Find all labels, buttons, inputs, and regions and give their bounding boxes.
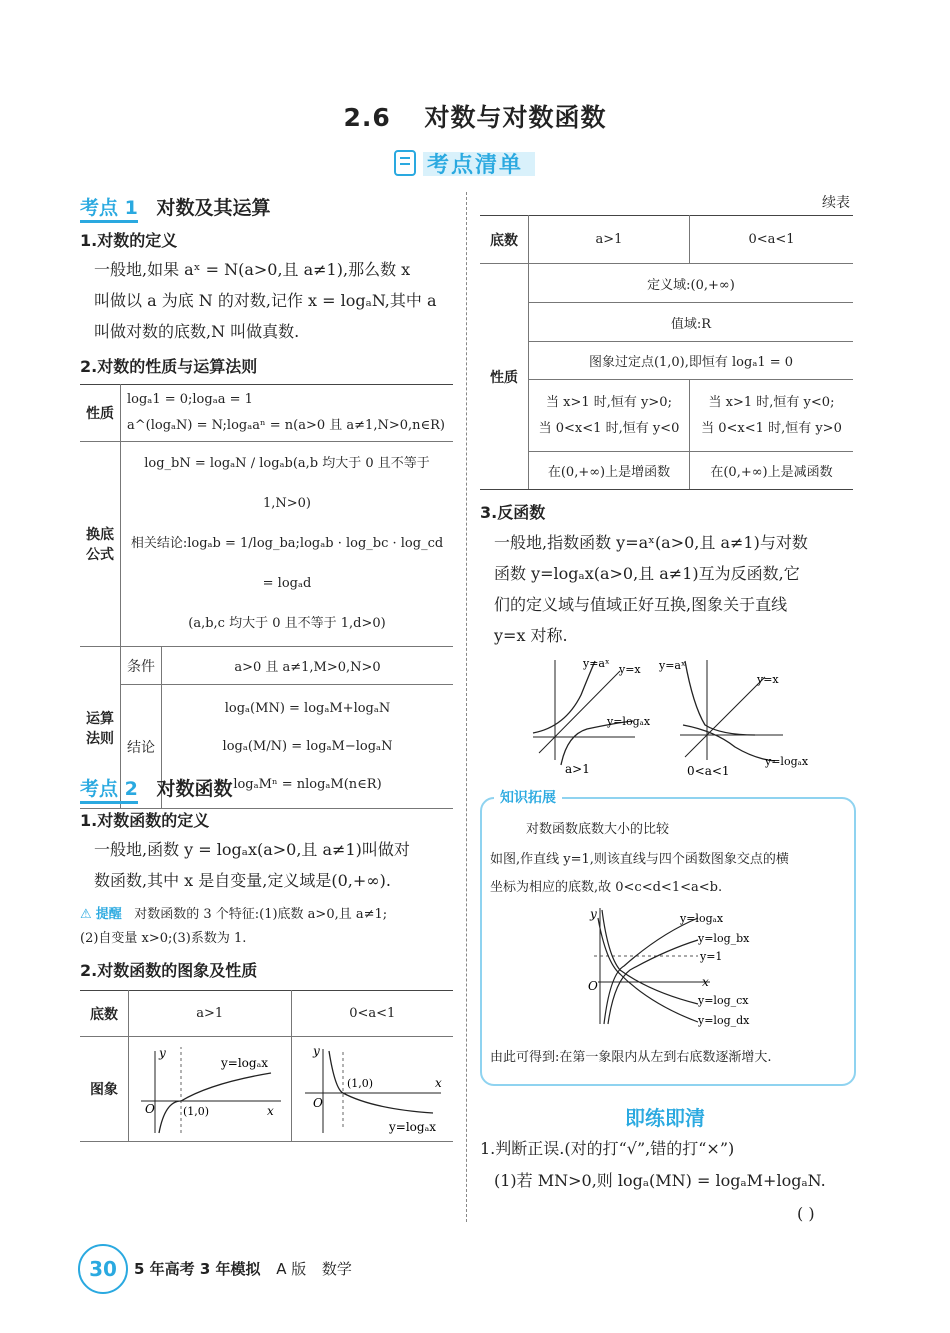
graph-label-log: y=logₐx (765, 755, 809, 768)
reminder-tag: 提醒 (95, 907, 122, 922)
curve-label: y=logₐx (220, 1056, 268, 1070)
rule-product: logₐ(MN) = logₐM+logₐN (224, 700, 391, 716)
curve-label-a: y=logₐx (680, 912, 724, 925)
book-subject: 数学 (321, 1260, 352, 1278)
inverse-line: 函数 y=logₐx(a>0,且 a≠1)互为反函数,它 (494, 564, 800, 583)
kaodian-2-tag: 考点 2 (80, 778, 138, 804)
domain-cell: 定义域:(0,+∞) (529, 264, 854, 303)
col-a-gt-1: a>1 (129, 991, 292, 1037)
graph-label-line: y=x (619, 663, 641, 676)
reminder-line: (2)自变量 x>0;(3)系数为 1. (80, 931, 247, 946)
continued-label: 续表 (822, 195, 850, 211)
definition-line: 叫做对数的底数,N 叫做真数. (94, 322, 300, 341)
properties-line: a^(logₐN) = N;logₐaⁿ = n(a>0 且 a≠1,N>0,n∈R) (127, 418, 445, 433)
rule-quotient: logₐ(M/N) = logₐM−logₐN (222, 738, 393, 754)
base-label: 底数 (480, 216, 529, 264)
x-axis-label: x (266, 1104, 274, 1118)
kaodian-1-tag: 考点 1 (80, 197, 138, 223)
sign-cell-increasing (529, 380, 690, 452)
book-title: 5 年高考 3 年模拟 (134, 1260, 261, 1278)
practice-title: 即练即清 (625, 1106, 705, 1130)
condition-value: a>0 且 a≠1,M>0,N>0 (162, 647, 454, 685)
log-graph-table (80, 990, 453, 1142)
warning-icon: ⚠ (80, 907, 92, 922)
fixed-point-label: (1,0) (182, 1105, 209, 1118)
question-1-1: (1)若 MN>0,则 logₐ(MN) = logₐM+logₐN. (494, 1171, 826, 1190)
y-axis-label: y (158, 1046, 166, 1060)
banner-text: 考点清单 (427, 153, 524, 178)
inverse-text (480, 527, 858, 651)
properties-label: 性质 (480, 264, 529, 490)
graph-increasing (129, 1037, 292, 1142)
row-label-properties: 性质 (80, 385, 121, 442)
def-line: 数函数,其中 x 是自变量,定义域是(0,+∞). (94, 871, 391, 890)
col-a-lt-1: 0<a<1 (690, 216, 854, 264)
sign-line: 当 x>1 时,恒有 y<0; (708, 394, 835, 410)
graph-label-exp: y=aˣ (659, 659, 686, 672)
label-part: 公式 (86, 547, 114, 563)
change-base-formula: log_bN = logₐN / logₐb(a,b 均大于 0 且不等于 1,N>0) (144, 456, 430, 511)
knowledge-text (490, 846, 850, 902)
base-label: 底数 (80, 991, 129, 1037)
section-name: 对数与对数函数 (424, 103, 607, 132)
question-1: 1.判断正误.(对的打“√”,错的打“×”) (480, 1139, 735, 1158)
knowledge-line: 如图,作直线 y=1,则该直线与四个函数图象交点的横 (490, 852, 789, 867)
col-a-gt-1: a>1 (529, 216, 690, 264)
origin-label: O (588, 979, 598, 993)
inverse-function-graphs (525, 655, 825, 780)
inverse-heading: 3.反函数 (480, 503, 546, 522)
inverse-line: y=x 对称. (494, 626, 568, 645)
change-base-cell (121, 442, 454, 647)
x-axis-label: x (435, 1076, 443, 1090)
sign-line: 当 0<x<1 时,恒有 y>0 (701, 420, 842, 436)
definition-line: 叫做以 a 为底 N 的对数,记作 x = logₐN,其中 a (94, 291, 437, 310)
related-note: (a,b,c 均大于 0 且不等于 1,d>0) (188, 616, 386, 631)
monotonic-decreasing: 在(0,+∞)上是减函数 (690, 452, 854, 490)
footer-book (134, 1258, 352, 1279)
graph-label-exp: y=aˣ (583, 657, 610, 670)
def-line: 一般地,函数 y = logₐx(a>0,且 a≠1)叫做对 (94, 840, 410, 859)
log-properties-continued-table (480, 215, 853, 490)
properties-cell (121, 385, 454, 442)
properties-line: logₐ1 = 0;logₐa = 1 (127, 392, 253, 407)
knowledge-title: 对数函数底数大小的比较 (526, 822, 670, 837)
graph-label: 图象 (80, 1037, 129, 1142)
monotonic-increasing: 在(0,+∞)上是增函数 (529, 452, 690, 490)
log-function-def-text (80, 834, 460, 896)
graph-label-log: y=logₐx (607, 715, 651, 728)
kaodian-1-title: 对数及其运算 (156, 197, 271, 219)
reminder-line: 对数函数的 3 个特征:(1)底数 a>0,且 a≠1; (134, 907, 388, 922)
log-graph-a-gt-1 (131, 1037, 289, 1137)
reminder-note (80, 903, 455, 951)
answer-bracket[interactable]: ( ) (797, 1204, 815, 1223)
curve-label-d: y=log_dx (698, 1014, 750, 1027)
log-graph-heading: 2.对数函数的图象及性质 (80, 961, 258, 980)
base-comparison-graph (580, 904, 760, 1028)
origin-label: O (313, 1096, 324, 1110)
properties-heading: 2.对数的性质与运算法则 (80, 357, 258, 376)
graph-decreasing (291, 1037, 453, 1142)
sign-cell-decreasing (690, 380, 854, 452)
label-part: 换底 (86, 527, 114, 543)
fixed-point-label: (1,0) (347, 1077, 374, 1090)
line-label-one: y=1 (700, 950, 723, 963)
graph-label-line: y=x (757, 673, 779, 686)
sign-line: 当 x>1 时,恒有 y>0; (546, 394, 672, 410)
col-a-lt-1: 0<a<1 (291, 991, 453, 1037)
fixed-point-cell: 图象过定点(1,0),即恒有 logₐ1 = 0 (529, 342, 854, 380)
kaodian-1-heading (80, 193, 270, 220)
label-part: 法则 (86, 730, 114, 747)
inverse-line: 们的定义域与值域正好互换,图象关于直线 (494, 595, 788, 614)
definition-text (80, 254, 460, 347)
label-part: 运算 (86, 710, 114, 727)
column-divider (466, 192, 467, 1222)
log-graph-a-lt-1 (293, 1037, 451, 1137)
kaodian-2-heading (80, 774, 232, 801)
y-axis-label: y (590, 907, 597, 921)
kaodian-2-title: 对数函数 (156, 778, 233, 800)
page-number: 30 (78, 1244, 128, 1294)
kaodian-banner (391, 146, 541, 178)
y-axis-label: y (313, 1044, 321, 1058)
conclusion-label: 结论 (121, 685, 162, 809)
definition-line: 一般地,如果 aˣ = N(a>0,且 a≠1),那么数 x (94, 260, 411, 279)
graph-caption-a-lt-1: 0<a<1 (687, 764, 730, 778)
curve-label-c: y=log_cx (698, 994, 749, 1007)
inverse-line: 一般地,指数函数 y=aˣ(a>0,且 a≠1)与对数 (494, 533, 808, 552)
related-conclusion: 相关结论:logₐb = 1/log_ba;logₐb · log_bc · log_cd = logₐd (130, 536, 444, 591)
section-title (0, 98, 950, 134)
knowledge-conclusion: 由此可得到:在第一象限内从左到右底数逐渐增大. (490, 1050, 772, 1065)
sign-line: 当 0<x<1 时,恒有 y<0 (538, 420, 680, 436)
knowledge-line: 坐标为相应的底数,故 0<c<d<1<a<b. (490, 880, 723, 895)
origin-label: O (144, 1102, 155, 1116)
log-properties-table (80, 384, 453, 809)
range-cell: 值域:R (529, 303, 854, 342)
book-edition: A 版 (276, 1260, 307, 1278)
rule-power: logₐMⁿ = nlogₐM(n∈R) (233, 776, 382, 792)
log-function-def-heading: 1.对数函数的定义 (80, 811, 210, 830)
knowledge-tag: 知识拓展 (494, 787, 562, 807)
x-axis-label: x (702, 975, 709, 989)
definition-heading: 1.对数的定义 (80, 231, 178, 250)
graph-caption-a-gt-1: a>1 (565, 762, 590, 776)
section-number: 2.6 (343, 103, 391, 132)
condition-label: 条件 (121, 647, 162, 685)
curve-label: y=logₐx (389, 1120, 437, 1134)
row-label-change-base (80, 442, 121, 647)
curve-label-b: y=log_bx (698, 932, 750, 945)
